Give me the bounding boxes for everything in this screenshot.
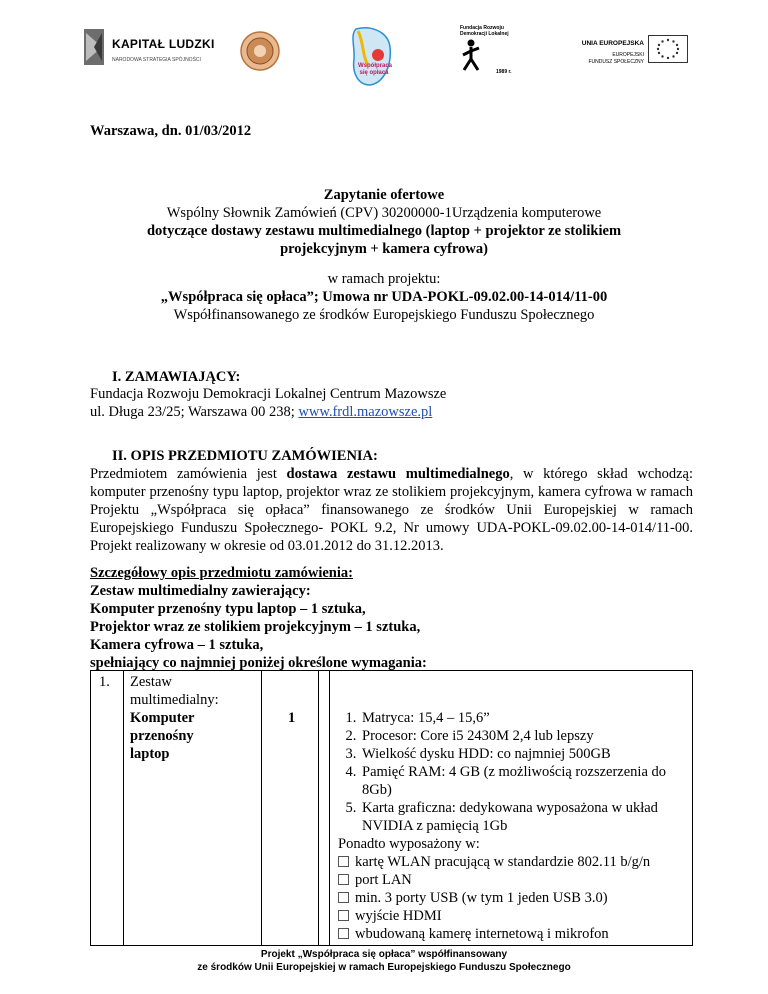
extras-item [338, 871, 686, 889]
extras-item [338, 907, 686, 925]
checkbox-icon [338, 928, 349, 939]
item-name: Komputer przenośny laptop [130, 710, 195, 762]
extras-item-text: wyjście HDMI [355, 908, 442, 924]
walking-figure-icon [460, 39, 482, 71]
details-line-1: Zestaw multimedialny zawierający: [90, 583, 311, 599]
extras-item [338, 853, 686, 871]
project-agreement-line: „Współpraca się opłaca”; Umowa nr UDA-POKL-09.02.00-14-014/11-00 [160, 289, 608, 305]
frdl-name-line1: Fundacja Rozwoju [460, 25, 504, 31]
section-2-heading: II. OPIS PRZEDMIOTU ZAMÓWIENIA: [112, 448, 378, 464]
details-heading: Szczegółowy opis przedmiotu zamówienia: [90, 565, 353, 581]
kapital-ludzki-logo [82, 27, 242, 67]
orderer-name: Fundacja Rozwoju Demokracji Lokalnej Centrum Mazowsze [90, 386, 447, 402]
extras-item [338, 889, 686, 907]
cpv-line: Wspólny Słownik Zamówień (CPV) 30200000-1Urządzenia komputerowe [166, 205, 602, 221]
section-1-heading: I. ZAMAWIAJĄCY: [112, 369, 241, 385]
details-line-5: spełniający co najmniej poniżej określone wymagania: [90, 655, 427, 671]
checkbox-icon [338, 856, 349, 867]
orderer-website-link[interactable]: www.frdl.mazowsze.pl [298, 404, 433, 420]
spec-item: 2. Procesor: Core i5 2430M 2,4 lub lepszy [360, 727, 686, 745]
eu-sub2: FUNDUSZ SPOŁECZNY [588, 59, 644, 65]
spec-cell [330, 671, 693, 946]
details-line-2: Komputer przenośny typu laptop – 1 sztuka, [90, 601, 366, 617]
spec-item: 5. Karta graficzna: dedykowana wyposażona w układ NVIDIA z pamięcią 1Gb [360, 799, 686, 835]
eu-flag-icon [648, 35, 688, 63]
details-line-3: Projektor wraz ze stolikiem projekcyjnym – 1 sztuka, [90, 619, 421, 635]
checkbox-icon [338, 874, 349, 885]
qty-cell [262, 671, 319, 946]
kapital-ludzki-subtitle: NARODOWA STRATEGIA SPÓJNOŚCI [112, 57, 201, 63]
extras-item [338, 925, 686, 943]
row-number-cell [91, 671, 124, 946]
project-logo-text: Współpraca się opłaca [358, 63, 393, 76]
extras-heading: Ponadto wyposażony w: [338, 836, 480, 852]
subject-line-2: projekcyjnym + kamera cyfrowa) [280, 241, 488, 257]
kapital-ludzki-emblem-icon [82, 27, 106, 67]
eu-title: UNIA EUROPEJSKA [581, 40, 644, 47]
project-logo-icon [350, 25, 394, 87]
footer-line-1: Projekt „Współpraca się opłaca” współfinansowany [260, 949, 508, 960]
spec-list [338, 709, 686, 835]
extras-item-text: port LAN [355, 872, 412, 888]
spec-table [90, 670, 693, 946]
frdl-logo [458, 25, 518, 75]
item-group: Zestaw multimedialny: [130, 674, 219, 708]
orderer-address [90, 403, 690, 421]
spacer-cell [319, 671, 330, 946]
cofinanced-line: Współfinansowanego ze środków Europejskiego Funduszu Społecznego [173, 307, 595, 323]
checkbox-icon [338, 892, 349, 903]
spec-item: 4. Pamięć RAM: 4 GB (z możliwością rozszerzenia do 8Gb) [360, 763, 686, 799]
table-row [91, 671, 693, 946]
frdl-year: 1989 r. [496, 69, 512, 75]
extras-item-text: min. 3 porty USB (w tym 1 jeden USB 3.0) [355, 890, 608, 906]
section-2-text-bold: dostawa zestawu multimedialnego [286, 466, 510, 482]
section-2-text-rest: , w którego skład wchodzą: komputer przenośny typu laptop, projektor wraz ze stolikiem projekcyjnym, kamera cyfrowa w ramach Projektu „Współpraca się opłaca” finansowanego ze środków Unii Europejskiej w ramach Europejskiego Funduszu Społecznego- POKL 9.2, Nr umowy UDA-POKL-09.02.00-14-014/11-00. Projekt realizowany w okresie od 03.01.2012 do 31.12.2013. [90, 466, 693, 554]
frdl-name-line2: Demokracji Lokalnej [460, 31, 509, 37]
project-logo [350, 25, 394, 87]
item-qty: 1 [288, 710, 296, 726]
page-footer [0, 948, 768, 974]
section-2-paragraph [90, 465, 693, 555]
footer-line-2: ze środków Unii Europejskiej w ramach Europejskiego Funduszu Społecznego [197, 962, 571, 973]
logo-strip [0, 15, 768, 85]
document-date: Warszawa, dn. 01/03/2012 [90, 123, 252, 139]
row-number: 1. [99, 674, 110, 690]
subject-line-1: dotyczące dostawy zestawu multimedialnego (laptop + projektor ze stolikiem [146, 223, 622, 239]
extras-item-text: kartę WLAN pracującą w standardzie 802.11 b/g/n [355, 854, 651, 870]
orderer-address-text: ul. Długa 23/25; Warszawa 00 238; [90, 404, 299, 420]
kapital-ludzki-title: KAPITAŁ LUDZKI [112, 37, 215, 51]
item-name-cell [124, 671, 262, 946]
eu-logo [570, 35, 690, 75]
seal-logo-icon [240, 31, 280, 71]
spec-item: 1. Matryca: 15,4 – 15,6” [360, 709, 686, 727]
extras-item-text: wbudowaną kamerę internetową i mikrofon [355, 926, 609, 942]
spec-item: 3. Wielkość dysku HDD: co najmniej 500GB [360, 745, 686, 763]
details-line-4: Kamera cyfrowa – 1 sztuka, [90, 637, 264, 653]
eu-sub1: EUROPEJSKI [612, 52, 644, 58]
within-project-label: w ramach projektu: [327, 271, 441, 287]
checkbox-icon [338, 910, 349, 921]
spec-content [330, 671, 692, 945]
document-title: Zapytanie ofertowe [323, 187, 445, 203]
section-2-text-start: Przedmiotem zamówienia jest [90, 466, 287, 482]
